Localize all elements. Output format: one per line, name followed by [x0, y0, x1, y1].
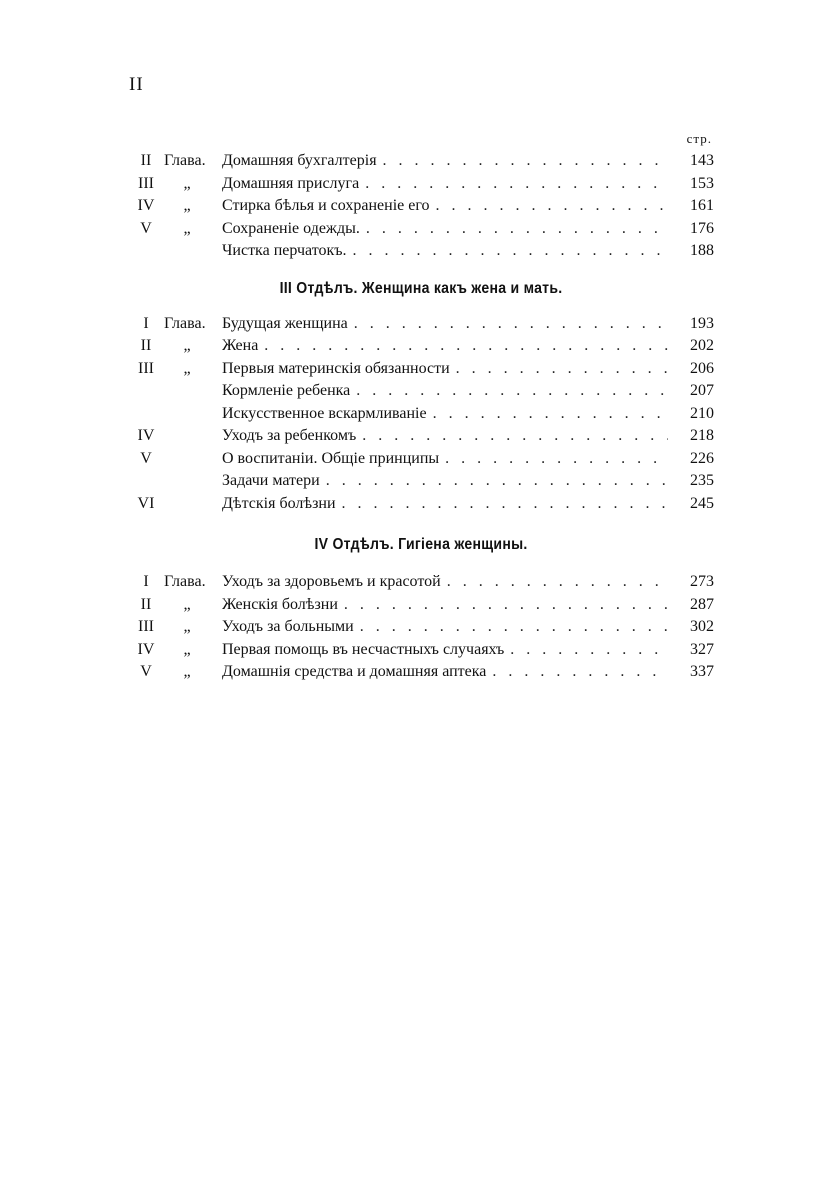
dot-leader	[510, 639, 668, 662]
dot-leader	[447, 571, 668, 594]
dot-leader	[436, 195, 668, 218]
dot-leader	[365, 173, 668, 196]
toc-entry[interactable]	[128, 639, 714, 662]
chapter-number: V	[140, 663, 152, 680]
dot-leader	[492, 661, 668, 684]
dot-leader	[360, 616, 668, 639]
dot-leader	[383, 150, 668, 173]
ditto-mark: „	[183, 197, 191, 214]
toc-entry[interactable]	[128, 493, 714, 516]
entry-page: 235	[690, 472, 714, 489]
toc-entry[interactable]	[128, 571, 714, 594]
entry-title: Женскія болѣзни	[222, 595, 338, 613]
entry-title: Кормленіе ребенка	[222, 382, 351, 399]
entry-title: Дѣтскія болѣзни	[222, 494, 336, 512]
entry-title: Искусственное вскармливаніе	[222, 404, 427, 422]
entry-title: Жена	[222, 337, 259, 354]
chapter-label: Глава.	[164, 152, 206, 169]
dot-leader	[433, 403, 668, 426]
chapter-number: III	[138, 618, 154, 635]
toc-section-4	[128, 571, 714, 684]
entry-page: 287	[690, 595, 714, 613]
toc-entry[interactable]	[128, 616, 714, 639]
entry-title: Задачи матери	[222, 472, 320, 489]
section-heading-3: III Отдѣлъ. Женщина какъ жена и мать.	[279, 279, 563, 297]
entry-page: 202	[690, 337, 714, 354]
section-heading-4: IV Отдѣлъ. Гигіена женщины.	[314, 536, 528, 553]
chapter-number: VI	[137, 494, 155, 512]
entry-page: 327	[690, 640, 714, 658]
entry-title: Первая помощь въ несчастныхъ случаяхъ	[222, 640, 505, 658]
chapter-number: III	[138, 174, 154, 192]
dot-leader	[366, 218, 668, 241]
toc-entry[interactable]	[128, 195, 714, 218]
toc-entry[interactable]	[128, 448, 714, 471]
entry-title: О воспитаніи. Общіе принципы	[222, 449, 440, 467]
dot-leader	[353, 240, 668, 263]
ditto-mark: „	[183, 618, 191, 635]
entry-title: Чистка перчатокъ.	[222, 242, 347, 259]
toc-entry[interactable]	[128, 380, 714, 403]
dot-leader	[326, 470, 668, 493]
dot-leader	[264, 335, 668, 358]
dot-leader	[356, 380, 668, 403]
dot-leader	[445, 448, 668, 471]
entry-page: 207	[690, 382, 714, 399]
toc-entry[interactable]	[128, 150, 714, 173]
chapter-label: Глава.	[164, 573, 206, 590]
ditto-mark: „	[183, 640, 191, 658]
dot-leader	[362, 425, 668, 448]
entry-title: Домашняя прислуга	[222, 174, 360, 192]
entry-page: 245	[690, 494, 714, 512]
ditto-mark: „	[183, 595, 191, 613]
table-of-contents	[128, 128, 714, 684]
entry-page: 273	[690, 573, 714, 590]
toc-entry[interactable]	[128, 403, 714, 426]
entry-page: 226	[690, 449, 714, 467]
toc-entry[interactable]	[128, 594, 714, 617]
entry-title: Домашнія средства и домашняя аптека	[222, 663, 487, 680]
toc-entry[interactable]	[128, 335, 714, 358]
entry-title: Стирка бѣлья и сохраненіе его	[222, 197, 430, 214]
dot-leader	[354, 313, 668, 336]
chapter-number: III	[138, 359, 154, 377]
entry-page: 193	[690, 314, 714, 332]
entry-title: Будущая женщина	[222, 314, 348, 332]
entry-title: Уходъ за больными	[222, 618, 354, 635]
dot-leader	[456, 358, 668, 381]
page-number: II	[129, 74, 144, 95]
toc-entry[interactable]	[128, 470, 714, 493]
entry-title: Первыя материнскія обязанности	[222, 359, 450, 377]
ditto-mark: „	[183, 663, 191, 680]
chapter-number: I	[143, 573, 149, 590]
toc-entry[interactable]	[128, 240, 714, 263]
dot-leader	[342, 493, 668, 516]
toc-entry[interactable]	[128, 313, 714, 336]
entry-page: 143	[690, 152, 714, 169]
toc-entry[interactable]	[128, 173, 714, 196]
ditto-mark: „	[183, 359, 191, 377]
toc-section-3	[128, 313, 714, 516]
chapter-number: IV	[137, 640, 155, 658]
entry-page: 206	[690, 359, 714, 377]
entry-page: 210	[690, 404, 714, 422]
entry-page: 337	[690, 663, 714, 680]
entry-title: Уходъ за здоровьемъ и красотой	[222, 573, 441, 590]
entry-title: Уходъ за ребенкомъ	[222, 427, 357, 444]
chapter-number: V	[140, 449, 152, 467]
chapter-number: I	[143, 314, 149, 332]
toc-block-continued	[128, 150, 714, 263]
entry-page: 176	[690, 219, 714, 237]
entry-page: 161	[690, 197, 714, 214]
entry-title: Сохраненіе одежды.	[222, 219, 360, 237]
ditto-mark: „	[183, 337, 191, 354]
chapter-number: II	[140, 152, 152, 169]
chapter-number: V	[140, 219, 152, 237]
toc-entry[interactable]	[128, 218, 714, 241]
entry-page: 188	[690, 242, 714, 259]
chapter-number: IV	[137, 197, 155, 214]
toc-entry[interactable]	[128, 358, 714, 381]
ditto-mark: „	[183, 219, 191, 237]
page-column-label: стр.	[686, 131, 712, 146]
chapter-number: IV	[137, 427, 155, 444]
toc-entry[interactable]	[128, 425, 714, 448]
entry-page: 153	[690, 174, 714, 192]
ditto-mark: „	[183, 174, 191, 192]
entry-page: 302	[690, 618, 714, 635]
entry-title: Домашняя бухгалтерія	[222, 152, 377, 169]
chapter-number: II	[140, 595, 152, 613]
chapter-number: II	[140, 337, 152, 354]
chapter-label: Глава.	[164, 314, 206, 332]
entry-page: 218	[690, 427, 714, 444]
dot-leader	[344, 594, 668, 617]
toc-entry[interactable]	[128, 661, 714, 684]
